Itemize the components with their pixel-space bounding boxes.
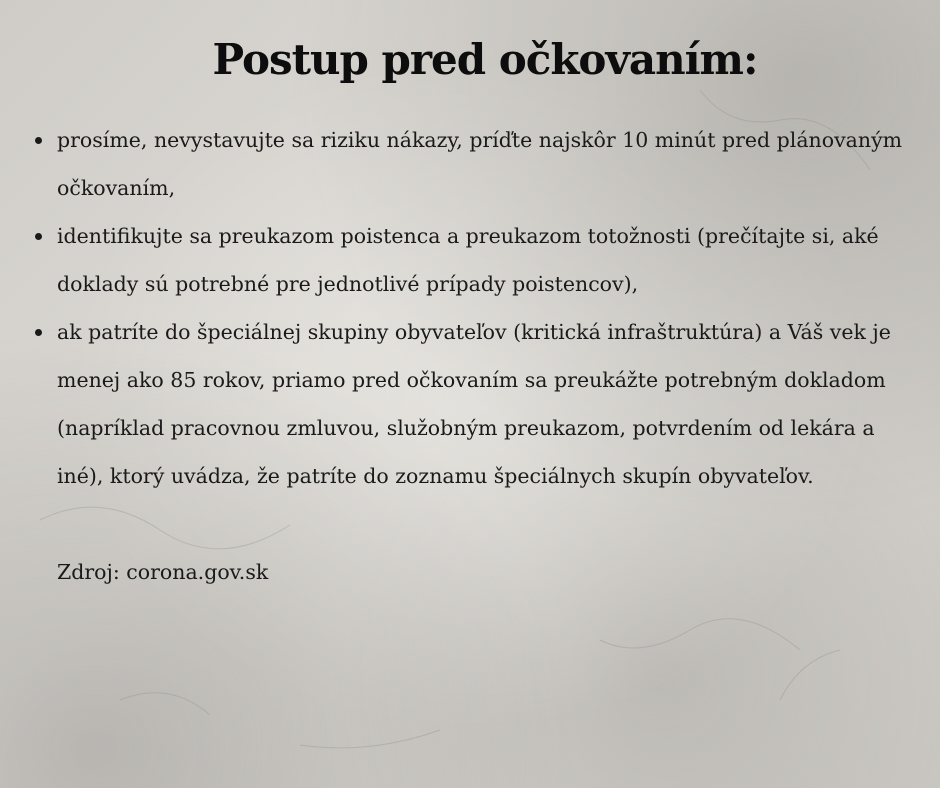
list-item [57, 116, 907, 212]
source-line: Zdroj: corona.gov.sk [57, 560, 269, 584]
bullet-icon [35, 137, 42, 144]
list-item-text: prosíme, nevystavujte sa riziku nákazy, príďte najskôr 10 minút pred plánovaným očkovaním, [57, 128, 903, 200]
list-item-text: ak patríte do špeciálnej skupiny obyvateľov (kritická infraštruktúra) a Váš vek je menej ako 85 rokov, priamo pred očkovaním sa preukážte potrebným dokladom (napríklad pracovnou zmluvou, služobným preukazom, potvrdením od lekára a iné), ktorý uvádza, že patríte do zoznamu špeciálnych skupín obyvateľov. [57, 320, 891, 488]
list-item [57, 212, 907, 308]
page-title: Postup pred očkovaním: [212, 35, 758, 84]
bullet-list [57, 116, 907, 500]
list-item [57, 308, 907, 500]
bullet-icon [35, 329, 42, 336]
content [57, 116, 907, 596]
bullet-icon [35, 233, 42, 240]
list-item-text: identifikujte sa preukazom poistenca a preukazom totožnosti (prečítajte si, aké doklady sú potrebné pre jednotlivé prípady poistencov), [57, 224, 879, 296]
